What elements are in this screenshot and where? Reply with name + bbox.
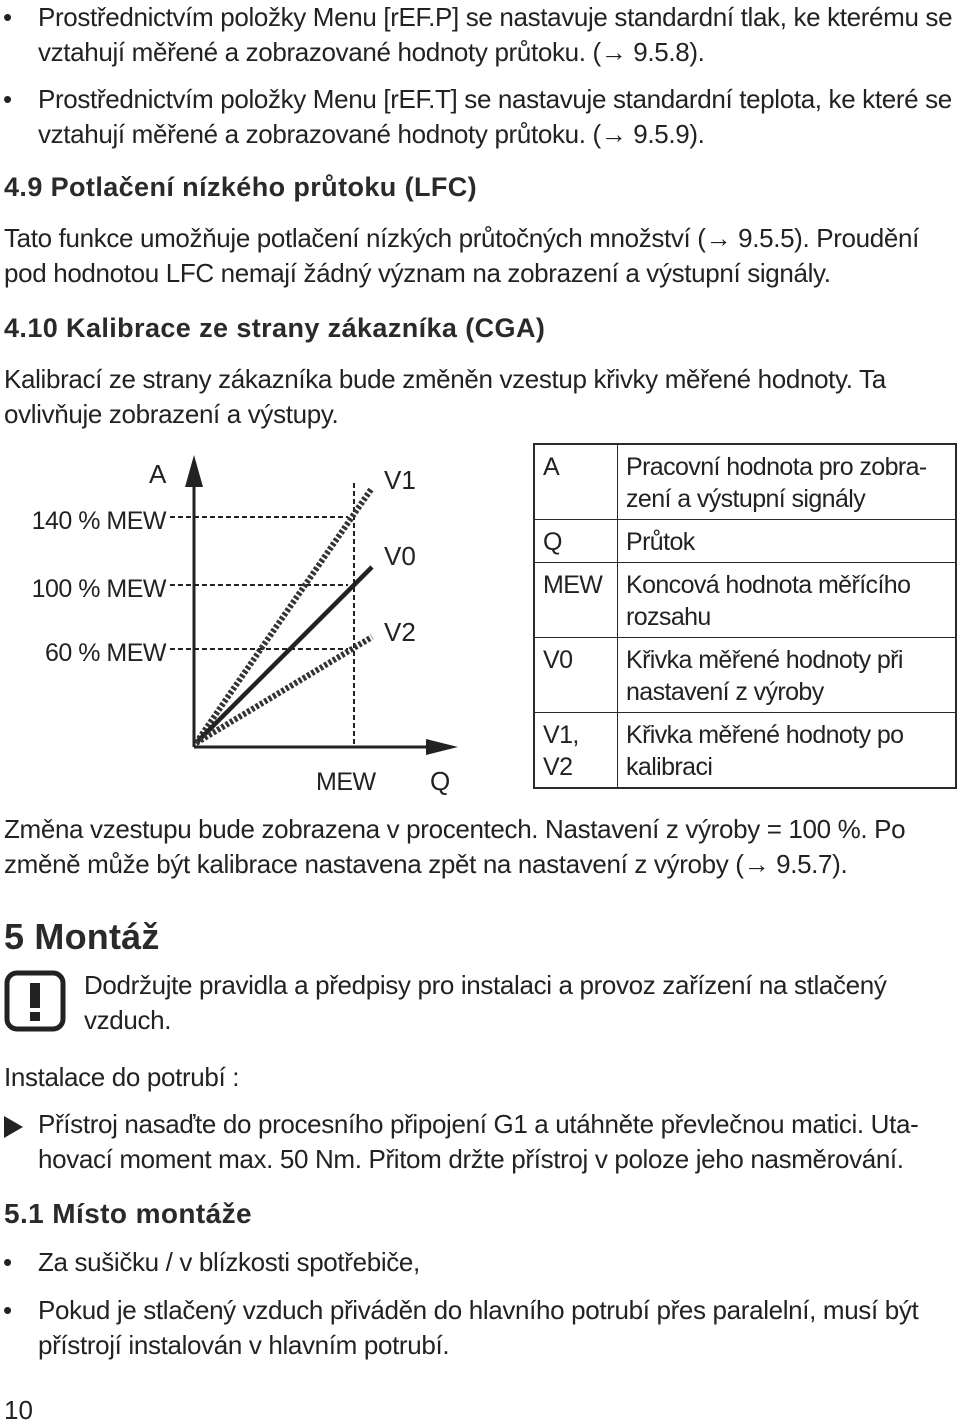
legend-key: A — [534, 444, 618, 520]
bullet-text: Prostřednictvím položky Menu [rEF.P] se nastavuje standardní tlak, ke kterému se vztahují měřené a zobrazované hodnoty průtoku. (→ 9.5.8). — [38, 2, 953, 67]
curve-label: V0 — [384, 541, 416, 571]
legend-key: Q — [534, 520, 618, 563]
curve-label: V1 — [384, 465, 416, 495]
legend-value: Průtok — [626, 528, 695, 556]
legend-key: V0 — [534, 638, 618, 713]
legend-key: MEW — [534, 563, 618, 638]
legend-row — [534, 444, 956, 520]
warning-icon — [4, 970, 66, 1032]
section-heading-5: 5 Montáž — [4, 916, 160, 957]
page-number: 10 — [4, 1395, 33, 1425]
legend-value: Křivka měřené hodnoty při nastavení z výroby — [626, 646, 903, 706]
bullet-text: Pokud je stlačený vzduch přiváděn do hlavního potrubí přes paralelní, musí být přístrojí instalován v hlavním potrubí. — [38, 1295, 919, 1360]
bullet-text: Prostřednictvím položky Menu [rEF.T] se nastavuje standardní teplota, ke které se vztahují měřené a zobrazované hodnoty průtoku. (→ 9.5.9). — [38, 84, 952, 149]
level-label: 100 % MEW — [31, 575, 166, 603]
legend-value: Křivka měřené hodnoty po kalibraci — [626, 721, 904, 781]
calibration-note: Změna vzestupu bude zobrazena v procentech. Nastavení z výroby = 100 %. Po změně může být kalibrace nastavena zpět na nastavení z výroby (→ 9.5.7). — [4, 814, 906, 879]
instruction-text: Přístroj nasaďte do procesního připojení G1 a utáhněte převlečnou matici. Uta-hovací moment max. 50 Nm. Přitom držte přístroj v poloze jeho nasměrování. — [38, 1109, 919, 1174]
legend-row — [534, 713, 956, 789]
warning-text: Dodržujte pravidla a předpisy pro instalaci a provoz zařízení na stlačený vzduch. — [84, 970, 887, 1035]
legend-value: Koncová hodnota měřícího rozsahu — [626, 571, 911, 631]
y-axis-arrow-icon — [185, 455, 203, 487]
section-heading-4-9: 4.9 Potlačení nízkého průtoku (LFC) — [4, 172, 478, 202]
curve-v0 — [196, 567, 372, 743]
curve-v1 — [196, 488, 372, 743]
legend-table — [533, 443, 957, 789]
bullet-text: Za sušičku / v blízkosti spotřebiče, — [38, 1247, 420, 1277]
section-text-4-10: Kalibrací ze strany zákazníka bude změněn vzestup křivky měřené hodnoty. Ta ovlivňuje zobrazení a výstupy. — [4, 364, 886, 429]
bullet-dot: • — [3, 1295, 12, 1325]
level-label: 140 % MEW — [31, 507, 166, 535]
x-axis-label: Q — [430, 766, 451, 796]
section-heading-4-10: 4.10 Kalibrace ze strany zákazníka (CGA) — [4, 313, 546, 343]
calibration-diagram — [6, 443, 516, 801]
bullet-dot: • — [3, 2, 12, 32]
legend-row — [534, 563, 956, 638]
legend-value: Pracovní hodnota pro zobra-zení a výstupní signály — [626, 453, 927, 513]
arrow-right-icon — [4, 1116, 23, 1138]
level-label: 60 % MEW — [44, 639, 166, 667]
section-heading-5-1: 5.1 Místo montáže — [4, 1198, 252, 1229]
curve-label: V2 — [384, 617, 416, 647]
bullet-dot: • — [3, 1247, 12, 1277]
install-label: Instalace do potrubí : — [4, 1062, 240, 1092]
y-axis-label: A — [149, 459, 167, 489]
section-text-4-9: Tato funkce umožňuje potlačení nízkých průtočných množství (→ 9.5.5). Proudění pod hodnotou LFC nemají žádný význam na zobrazení a výstupní signály. — [4, 223, 919, 288]
bullet-dot: • — [3, 84, 12, 114]
x-marker-label: MEW — [316, 768, 376, 796]
legend-row — [534, 520, 956, 563]
legend-row — [534, 638, 956, 713]
x-axis-arrow-icon — [426, 739, 458, 755]
legend-key: V1, V2 — [534, 713, 618, 789]
